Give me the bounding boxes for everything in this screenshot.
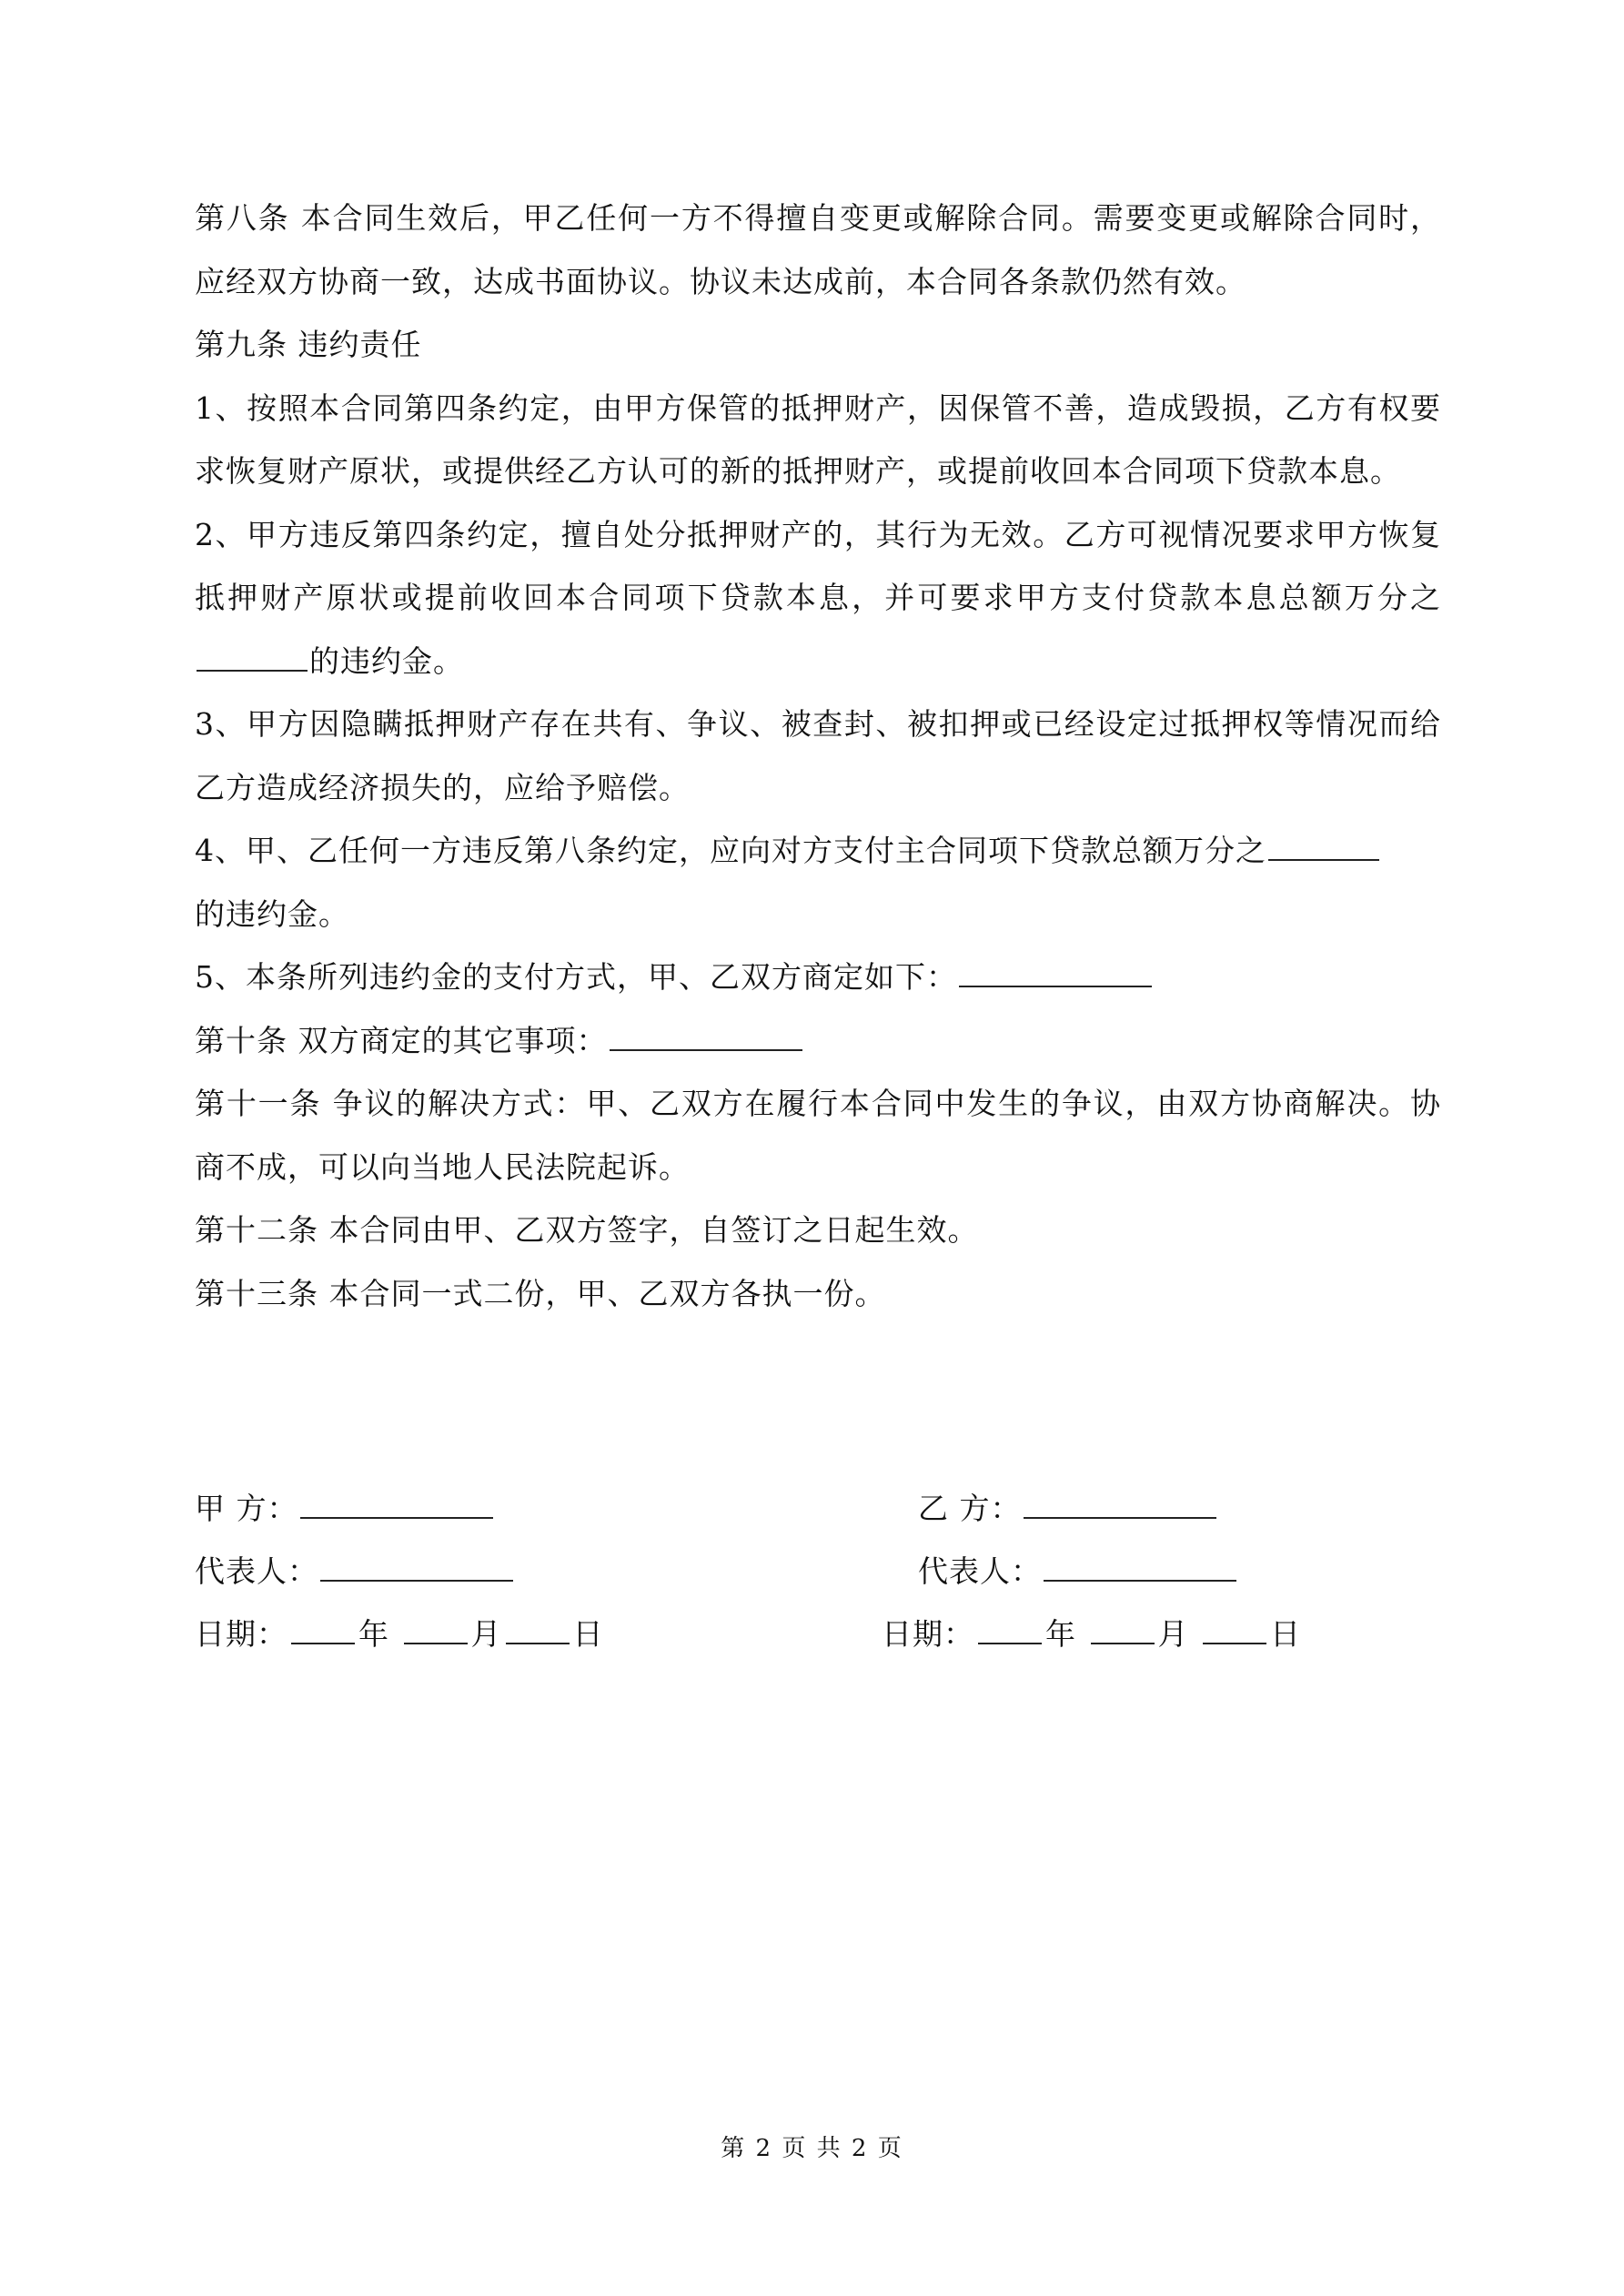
contract-body xyxy=(195,187,1441,1325)
party-a xyxy=(195,1485,495,1528)
article-9-item-1: 1、按照本合同第四条约定，由甲方保管的抵押财产，因保管不善，造成毁损，乙方有权要求恢复财产原状，或提供经乙方认可的新的抵押财产，或提前收回本合同项下贷款本息。 xyxy=(195,389,1441,489)
article-13: 第十三条 本合同一式二份，甲、乙双方各执一份。 xyxy=(195,1275,886,1311)
article-9-item-4-text: 4、甲、乙任何一方违反第八条约定，应向对方支付主合同项下贷款总额万分之 xyxy=(195,833,1266,868)
other-matters-blank[interactable] xyxy=(610,1022,802,1051)
party-b-rep-label: 代表人： xyxy=(918,1553,1042,1589)
party-b-blank[interactable] xyxy=(1024,1490,1216,1519)
party-a-blank[interactable] xyxy=(300,1490,493,1519)
party-a-rep-blank[interactable] xyxy=(320,1553,513,1582)
party-a-rep xyxy=(195,1548,515,1591)
year-label: 年 xyxy=(358,1616,389,1652)
year-label: 年 xyxy=(1045,1616,1076,1652)
party-a-date-label: 日期： xyxy=(195,1616,287,1652)
party-a-rep-label: 代表人： xyxy=(195,1553,318,1589)
article-10 xyxy=(195,1009,1441,1073)
signature-rep-row xyxy=(195,1548,1441,1611)
article-9-item-2-text: 2、甲方违反第四条约定，擅自处分抵押财产的，其行为无效。乙方可视情况要求甲方恢复抵押财产原状或提前收回本合同项下贷款本息，并可要求甲方支付贷款本息总额万分之 xyxy=(195,516,1441,615)
party-b-day-blank[interactable] xyxy=(1203,1615,1266,1644)
party-b-date-label: 日期： xyxy=(882,1616,974,1652)
article-10-text: 第十条 双方商定的其它事项： xyxy=(195,1022,608,1058)
page-number-footer: 第 2 页 共 2 页 xyxy=(721,2135,903,2162)
party-b-rep-blank[interactable] xyxy=(1044,1553,1236,1582)
day-label: 日 xyxy=(1270,1616,1301,1652)
party-b-label: 乙 方： xyxy=(918,1491,1022,1526)
payment-method-blank[interactable] xyxy=(959,958,1152,987)
signature-block xyxy=(195,1485,1441,1674)
month-label: 月 xyxy=(470,1616,502,1652)
party-a-date xyxy=(195,1611,604,1654)
article-9-item-3: 3、甲方因隐瞒抵押财产存在共有、争议、被查封、被扣押或已经设定过抵押权等情况而给乙方造成经济损失的，应给予赔偿。 xyxy=(195,706,1441,805)
article-9-item-2 xyxy=(195,503,1441,693)
article-11: 第十一条 争议的解决方式：甲、乙双方在履行本合同中发生的争议，由双方协商解决。协商不成，可以向当地人民法院起诉。 xyxy=(195,1086,1441,1185)
penalty-rate-blank[interactable] xyxy=(197,642,308,672)
signature-party-row xyxy=(195,1485,1441,1548)
article-12: 第十二条 本合同由甲、乙双方签字，自签订之日起生效。 xyxy=(195,1212,979,1248)
party-b-month-blank[interactable] xyxy=(1091,1615,1155,1644)
day-label: 日 xyxy=(572,1616,604,1652)
article-8: 第八条 本合同生效后，甲乙任何一方不得擅自变更或解除合同。需要变更或解除合同时，应经双方协商一致，达成书面协议。协议未达成前，本合同各条款仍然有效。 xyxy=(195,200,1441,299)
article-9-item-4-tail: 的违约金。 xyxy=(195,895,349,932)
party-b-date xyxy=(882,1611,1301,1654)
party-a-label: 甲 方： xyxy=(195,1491,298,1526)
signature-date-row xyxy=(195,1611,1441,1674)
party-a-year-blank[interactable] xyxy=(291,1615,355,1644)
party-b-year-blank[interactable] xyxy=(978,1615,1042,1644)
party-b-rep xyxy=(918,1548,1238,1591)
party-b xyxy=(918,1485,1218,1528)
breach-rate-blank[interactable] xyxy=(1268,832,1379,861)
party-a-month-blank[interactable] xyxy=(404,1615,468,1644)
article-9-item-5 xyxy=(195,946,1441,1009)
article-9-title: 第九条 违约责任 xyxy=(195,327,422,362)
article-9-item-2-tail: 的违约金。 xyxy=(309,642,464,679)
month-label: 月 xyxy=(1157,1616,1189,1652)
article-9-item-4 xyxy=(195,819,1441,946)
article-9-item-5-text: 5、本条所列违约金的支付方式，甲、乙双方商定如下： xyxy=(195,959,957,995)
party-a-day-blank[interactable] xyxy=(506,1615,570,1644)
